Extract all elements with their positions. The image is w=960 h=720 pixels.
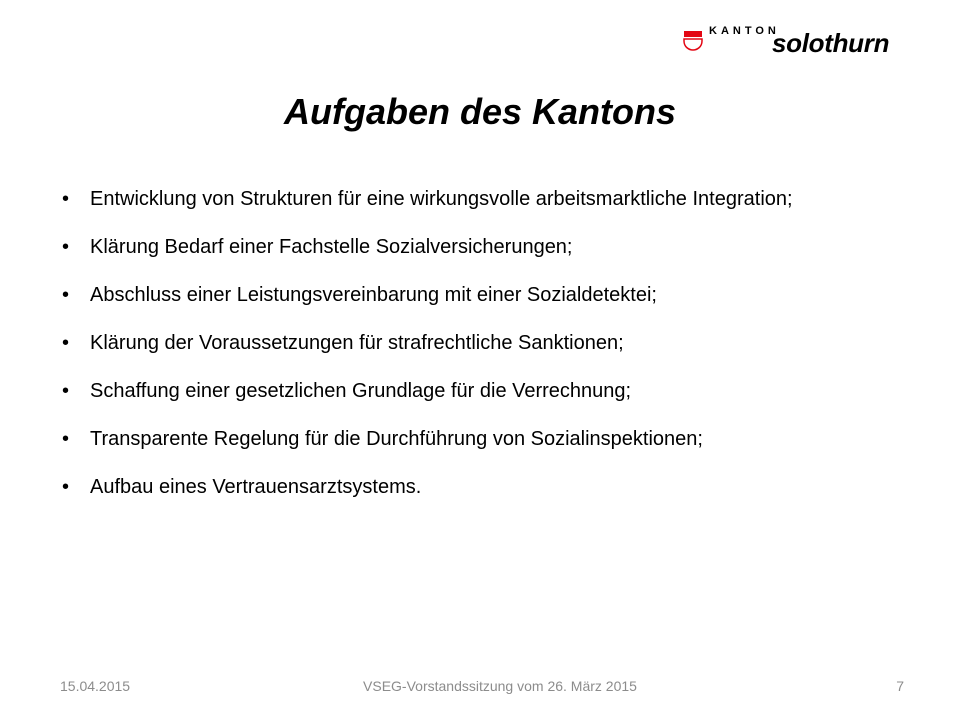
- bullet-item: [62, 184, 922, 214]
- bullet-text: Schaffung einer gesetzlichen Grundlage für die Verrechnung;: [90, 380, 632, 402]
- bullet-dot-icon: •: [62, 380, 70, 402]
- bullet-text: Transparente Regelung für die Durchführung von Sozialinspektionen;: [90, 428, 703, 450]
- bullet-item: [62, 424, 922, 454]
- bullet-item: [62, 328, 922, 358]
- bullet-text: Klärung der Voraussetzungen für strafrechtliche Sanktionen;: [90, 332, 624, 354]
- bullet-dot-icon: •: [62, 332, 70, 354]
- bullet-dot-icon: •: [62, 236, 70, 258]
- bullet-item: [62, 376, 922, 406]
- slide-title: Aufgaben des Kantons: [283, 91, 677, 132]
- bullet-text: Entwicklung von Strukturen für eine wirkungsvolle arbeitsmarktliche Integration;: [90, 188, 793, 210]
- kanton-solothurn-logo: [683, 22, 915, 58]
- logo-solothurn-text: solothurn: [772, 28, 890, 58]
- solothurn-crest-icon: [683, 29, 703, 51]
- footer-date: 15.04.2015: [60, 678, 131, 694]
- bullet-item: [62, 472, 922, 502]
- footer-event-title: VSEG-Vorstandssitzung vom 26. März 2015: [363, 678, 637, 694]
- bullet-dot-icon: •: [62, 428, 70, 450]
- bullet-item: [62, 280, 922, 310]
- bullet-dot-icon: •: [62, 188, 70, 210]
- bullet-text: Aufbau eines Vertrauensarztsystems.: [90, 476, 422, 498]
- bullet-dot-icon: •: [62, 284, 70, 306]
- bullet-dot-icon: •: [62, 476, 70, 498]
- bullet-list: [62, 184, 922, 520]
- bullet-text: Abschluss einer Leistungsvereinbarung mit einer Sozialdetektei;: [90, 284, 657, 306]
- logo-kanton-text: KANTON: [709, 25, 780, 37]
- bullet-item: [62, 232, 922, 262]
- page-number: 7: [896, 678, 904, 694]
- bullet-text: Klärung Bedarf einer Fachstelle Sozialversicherungen;: [90, 236, 573, 258]
